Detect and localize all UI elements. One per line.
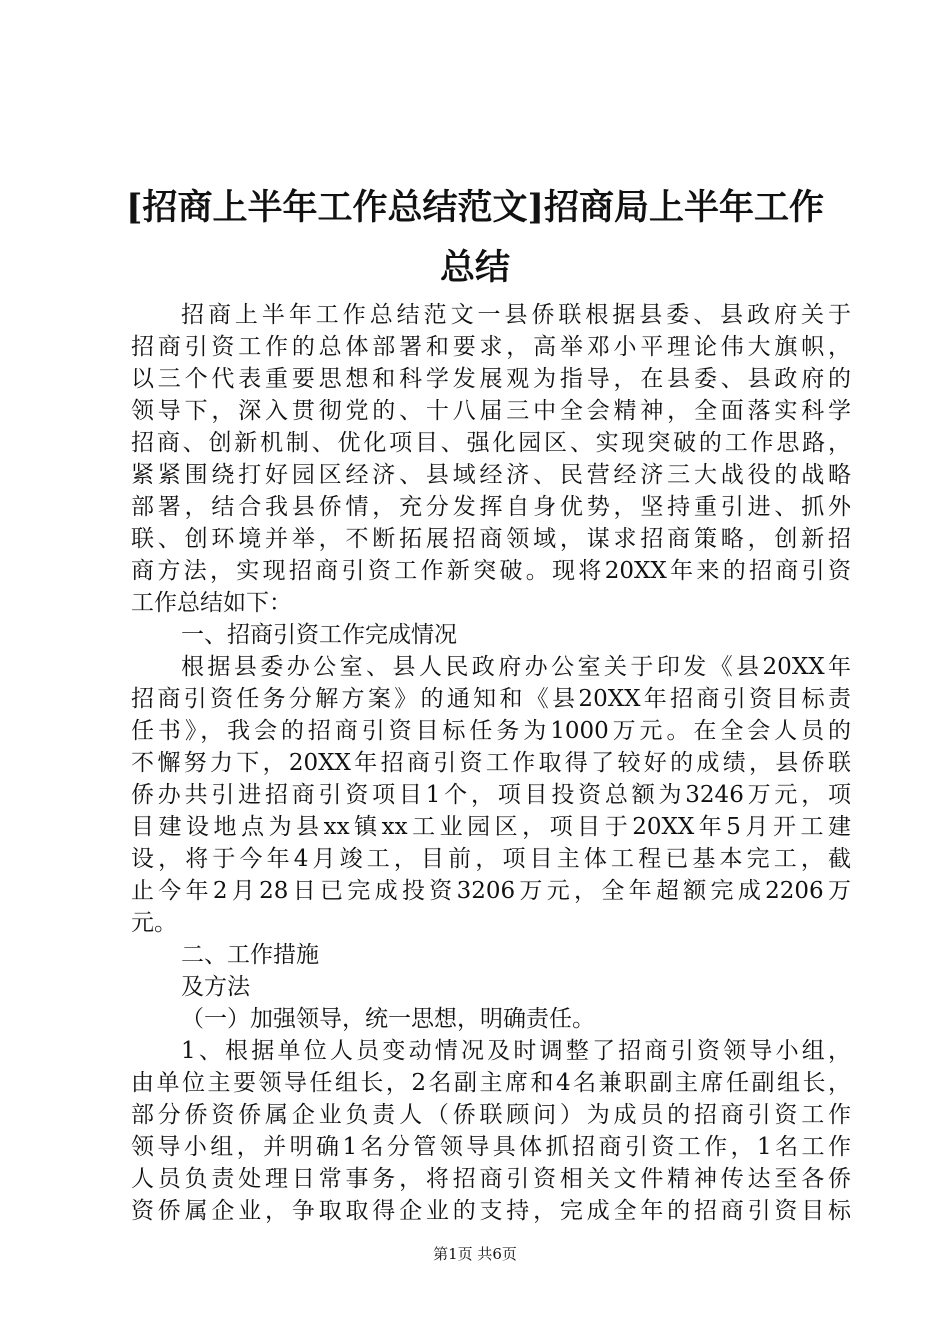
text-line: 部署，结合我县侨情，充分发挥自身优势，坚持重引进、抓外 [131, 494, 851, 520]
text-line: 领导小组，并明确1名分管领导具体抓招商引资工作，1名工作 [131, 1134, 851, 1160]
text-line: 任书》，我会的招商引资目标任务为1000万元。在全会人员的 [131, 718, 851, 744]
text-line: 商方法，实现招商引资工作新突破。现将20XX年来的招商引资 [131, 558, 851, 584]
text-line: 领导下，深入贯彻党的、十八届三中全会精神，全面落实科学 [131, 398, 851, 424]
text-line: 1、根据单位人员变动情况及时调整了招商引资领导小组， [181, 1038, 851, 1064]
document-title-line-2: 总结 [439, 247, 510, 288]
text-line: 招商引资任务分解方案》的通知和《县20XX年招商引资目标责 [131, 686, 851, 712]
text-line: 目建设地点为县xx镇xx工业园区，项目于20XX年5月开工建 [131, 814, 851, 840]
text-line: 以三个代表重要思想和科学发展观为指导，在县委、县政府的 [131, 366, 851, 392]
text-line: 部分侨资侨属企业负责人（侨联顾问）为成员的招商引资工作 [131, 1102, 851, 1128]
text-line: 招商引资工作的总体部署和要求，高举邓小平理论伟大旗帜， [131, 334, 851, 360]
document-title-line-1: [招商上半年工作总结范文]招商局上半年工作 [125, 187, 825, 228]
text-line: 一、招商引资工作完成情况 [181, 622, 457, 648]
text-line: 资侨属企业，争取取得企业的支持，完成全年的招商引资目标 [131, 1198, 851, 1224]
text-line: 及方法 [181, 974, 250, 1000]
text-line: 紧紧围绕打好园区经济、县域经济、民营经济三大战役的战略 [131, 462, 851, 488]
text-line: 元。 [131, 910, 177, 936]
text-line: 侨办共引进招商引资项目1个，项目投资总额为3246万元，项 [131, 782, 851, 808]
text-line: 止今年2月28日已完成投资3206万元，全年超额完成2206万 [131, 878, 851, 904]
text-line: 人员负责处理日常事务，将招商引资相关文件精神传达至各侨 [131, 1166, 851, 1192]
text-line: （一）加强领导，统一思想，明确责任。 [181, 1006, 595, 1032]
text-line: 招商、创新机制、优化项目、强化园区、实现突破的工作思路， [131, 430, 851, 456]
text-line: 二、工作措施 [181, 942, 319, 968]
document-body [131, 299, 851, 1227]
text-line: 工作总结如下： [131, 590, 292, 616]
text-line: 招商上半年工作总结范文一县侨联根据县委、县政府关于 [181, 302, 851, 328]
text-line: 联、创环境并举，不断拓展招商领域，谋求招商策略，创新招 [131, 526, 851, 552]
text-line: 设，将于今年4月竣工，目前，项目主体工程已基本完工，截 [131, 846, 851, 872]
text-line: 不懈努力下，20XX年招商引资工作取得了较好的成绩，县侨联 [131, 750, 851, 776]
text-line: 根据县委办公室、县人民政府办公室关于印发《县20XX年 [181, 654, 851, 680]
page-footer: 第1页 共6页 [433, 1245, 517, 1263]
text-line: 由单位主要领导任组长，2名副主席和4名兼职副主席任副组长， [131, 1070, 851, 1096]
